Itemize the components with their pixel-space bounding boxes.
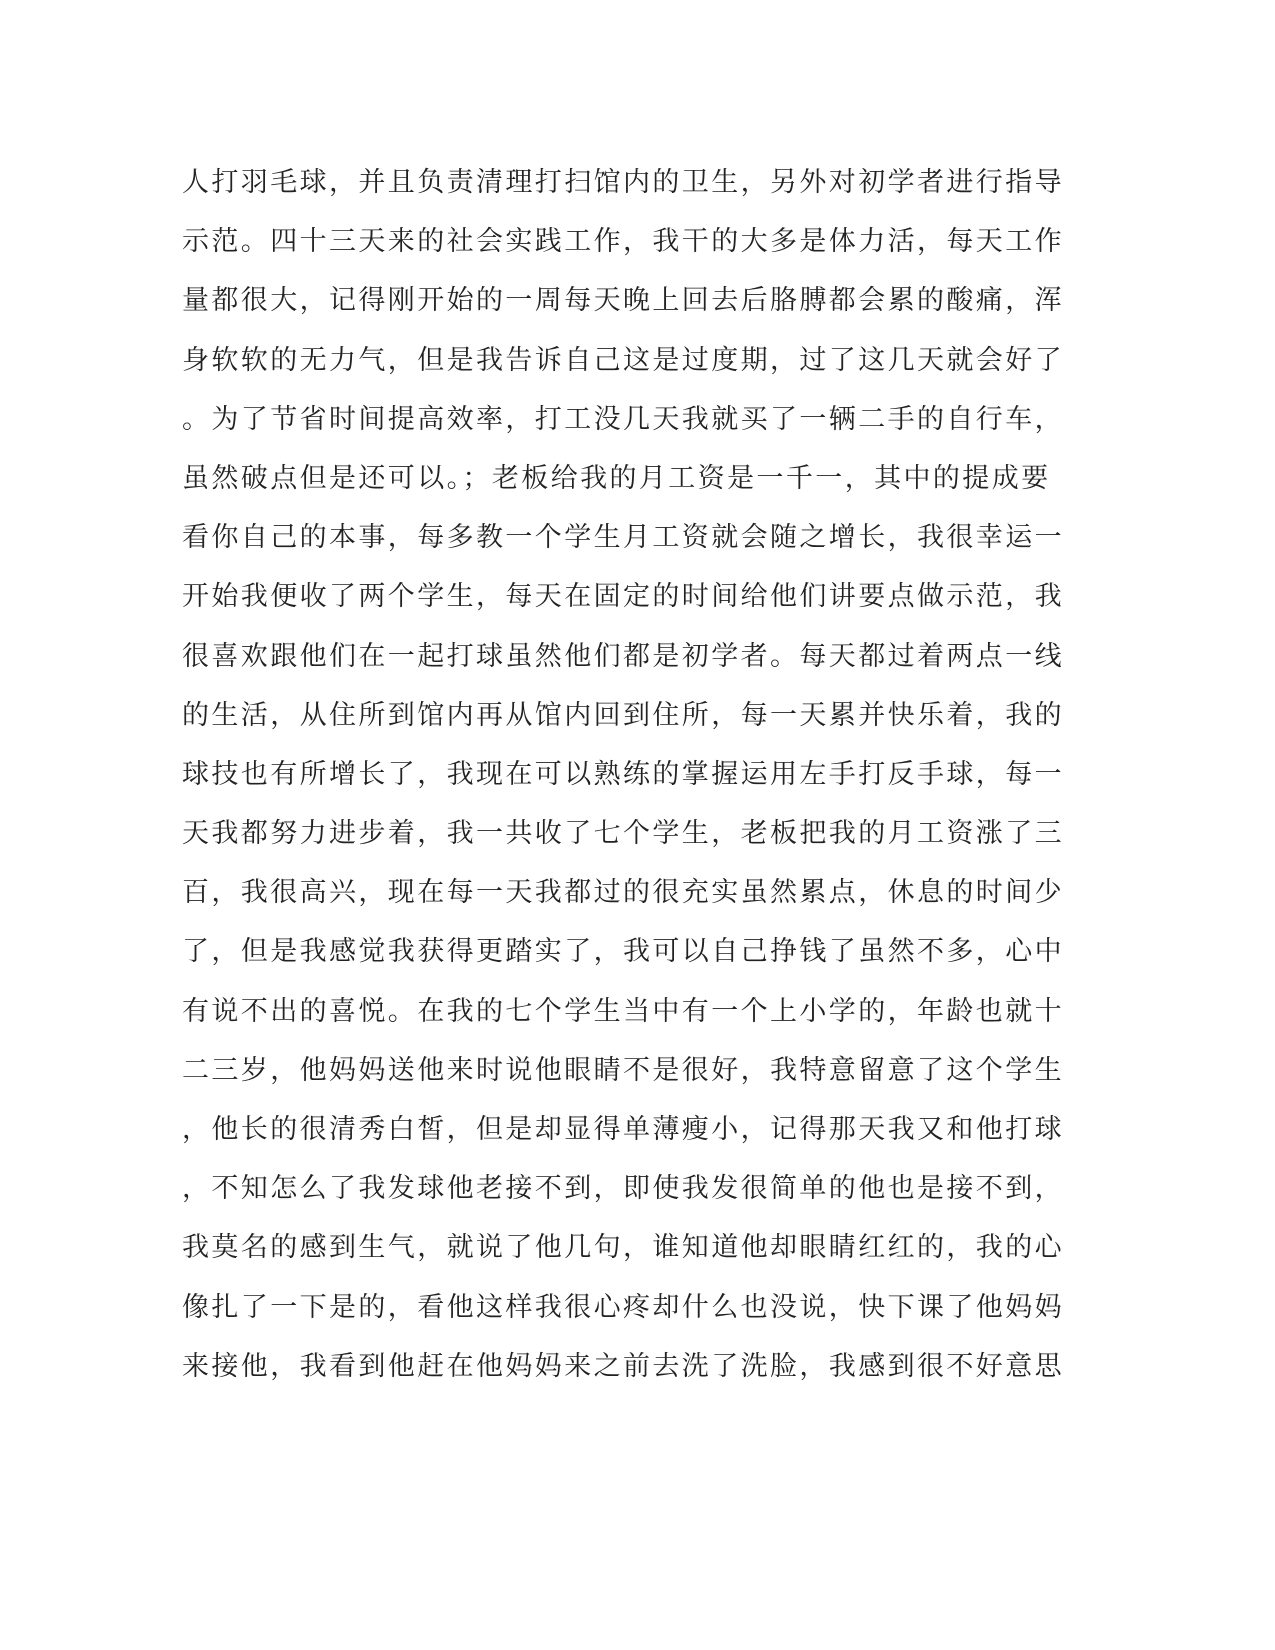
text-line: 百，我很高兴，现在每一天我都过的很充实虽然累点，休息的时间少 [182, 877, 1064, 909]
text-line: 天我都努力进步着，我一共收了七个学生，老板把我的月工资涨了三 [182, 818, 1064, 850]
text-line: 量都很大，记得刚开始的一周每天晚上回去后胳膊都会累的酸痛，浑 [182, 285, 1064, 317]
text-line: 我莫名的感到生气，就说了他几句，谁知道他却眼睛红红的，我的心 [182, 1232, 1064, 1264]
text-line: 虽然破点但是还可以。；老板给我的月工资是一千一，其中的提成要 [182, 462, 1051, 494]
text-line: ，不知怎么了我发球他老接不到，即使我发很简单的他也是接不到， [182, 1173, 1064, 1205]
body-text [182, 153, 1064, 1396]
text-line: 球技也有所增长了，我现在可以熟练的掌握运用左手打反手球，每一 [182, 758, 1064, 790]
text-line: 了，但是我感觉我获得更踏实了，我可以自己挣钱了虽然不多，心中 [182, 936, 1064, 968]
text-line: 像扎了一下是的，看他这样我很心疼却什么也没说，快下课了他妈妈 [182, 1291, 1064, 1323]
text-line: 有说不出的喜悦。在我的七个学生当中有一个上小学的，年龄也就十 [182, 995, 1064, 1027]
text-line: 看你自己的本事，每多教一个学生月工资就会随之增长，我很幸运一 [182, 522, 1064, 554]
text-line: 。为了节省时间提高效率，打工没几天我就买了一辆二手的自行车， [182, 403, 1064, 435]
text-line: ，他长的很清秀白皙，但是却显得单薄瘦小，记得那天我又和他打球 [182, 1114, 1064, 1145]
text-line: 来接他，我看到他赶在他妈妈来之前去洗了洗脸，我感到很不好意思 [182, 1350, 1064, 1382]
text-line: 二三岁，他妈妈送他来时说他眼睛不是很好，我特意留意了这个学生 [182, 1054, 1064, 1086]
text-line: 身软软的无力气，但是我告诉自己这是过度期，过了这几天就会好了 [182, 344, 1064, 376]
text-line: 示范。四十三天来的社会实践工作，我干的大多是体力活，每天工作 [182, 226, 1064, 258]
text-line: 的生活，从住所到馆内再从馆内回到住所，每一天累并快乐着，我的 [182, 699, 1064, 731]
text-line: 很喜欢跟他们在一起打球虽然他们都是初学者。每天都过着两点一线 [182, 640, 1064, 672]
text-line: 人打羽毛球，并且负责清理打扫馆内的卫生，另外对初学者进行指导 [182, 167, 1064, 198]
text-line: 开始我便收了两个学生，每天在固定的时间给他们讲要点做示范，我 [182, 581, 1064, 613]
